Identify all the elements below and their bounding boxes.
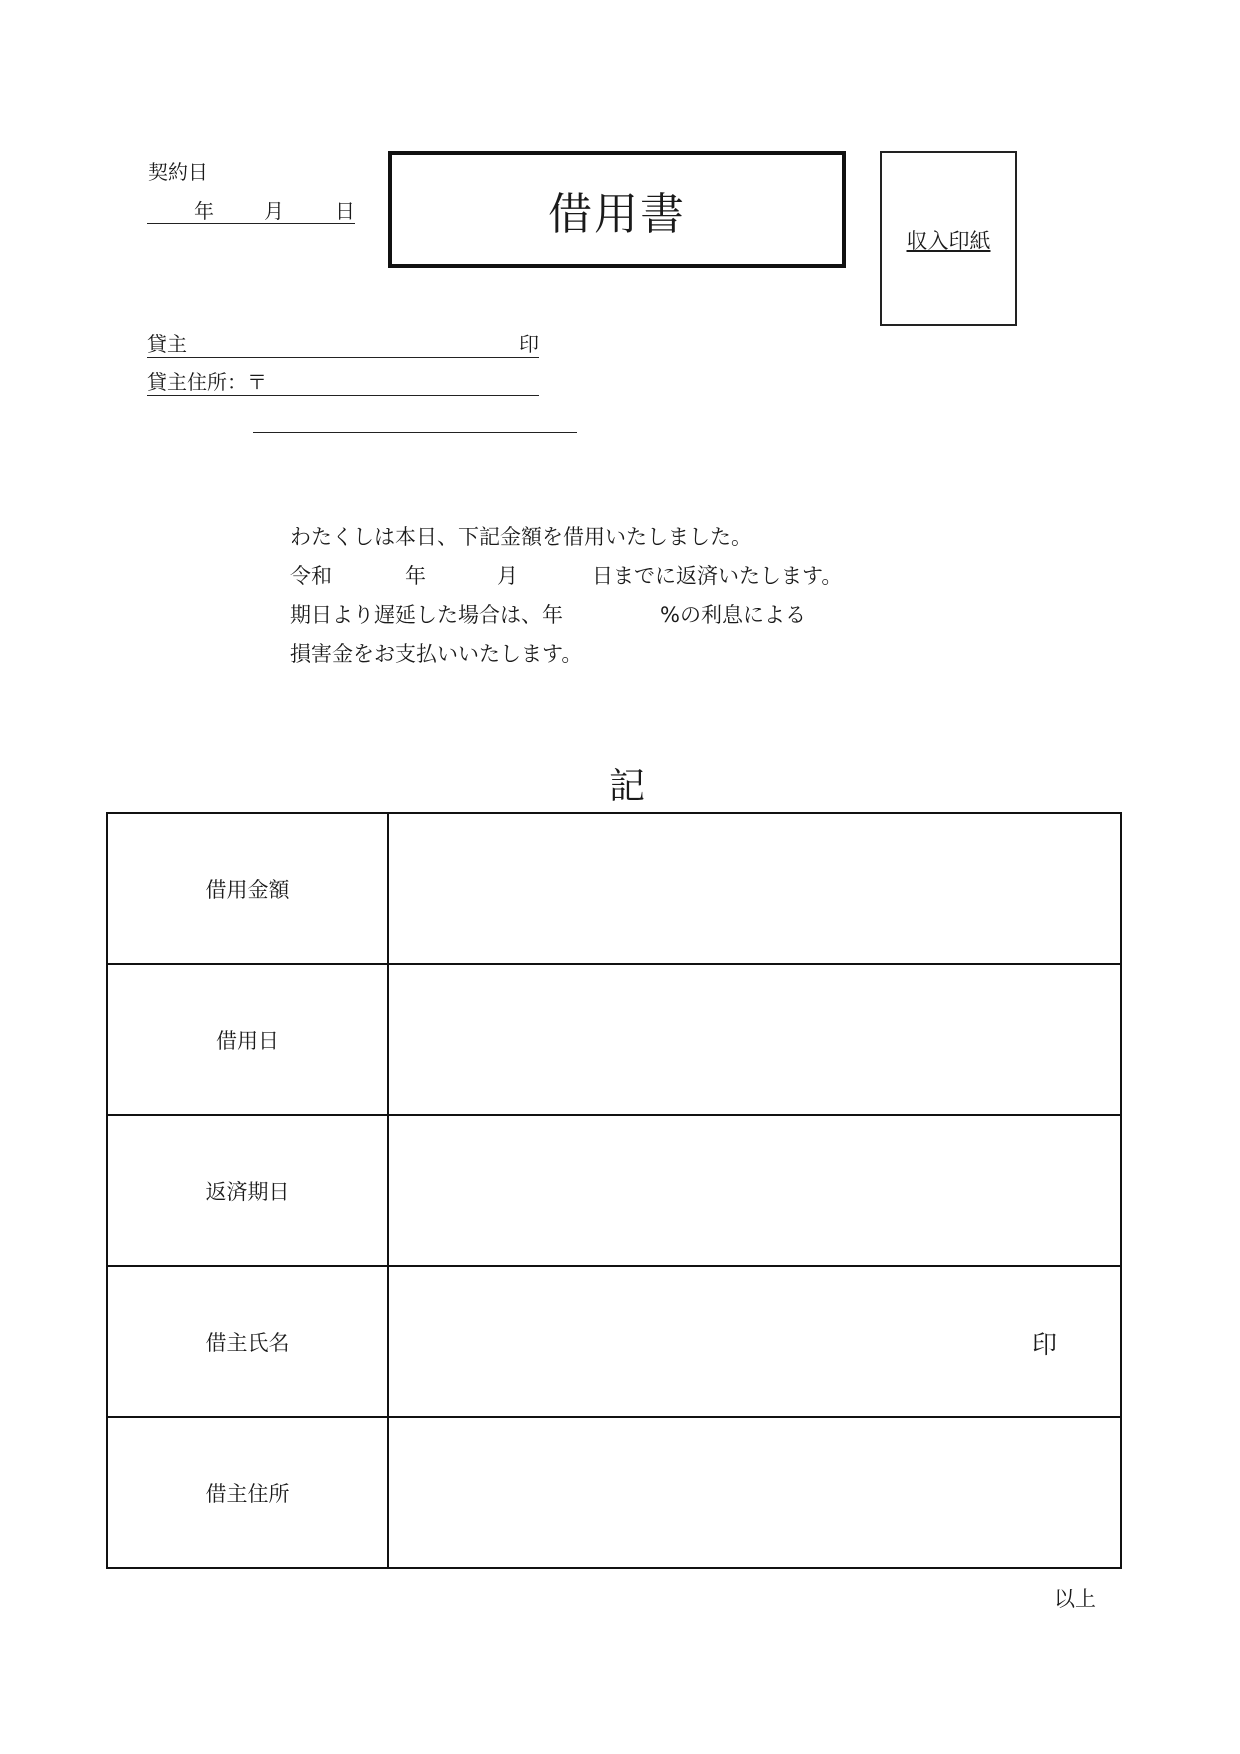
table-row <box>107 964 1121 1115</box>
lender-seal: 印 <box>519 332 539 356</box>
loan-details-table <box>106 812 1122 1569</box>
table-row <box>107 1115 1121 1266</box>
row-label-loan-date: 借用日 <box>107 964 388 1115</box>
row-label-due-date: 返済期日 <box>107 1115 388 1266</box>
lender-address-label: 貸主住所：〒 <box>147 370 267 394</box>
revenue-stamp-label: 収入印紙 <box>906 229 991 253</box>
table-row <box>107 1266 1121 1417</box>
repay-rest: 日までに返済いたします。 <box>592 564 843 588</box>
lender-address-field-2[interactable] <box>253 408 577 433</box>
contract-date-year: 年 <box>194 199 214 223</box>
lender-address-field[interactable] <box>147 370 539 396</box>
interest-rest: %の利息による <box>660 603 806 627</box>
row-label-borrower-address: 借主住所 <box>107 1417 388 1568</box>
borrower-seal: 印 <box>1031 1330 1057 1359</box>
due-date-field[interactable] <box>388 1115 1121 1266</box>
loan-date-field[interactable] <box>388 964 1121 1115</box>
revenue-stamp-box <box>880 151 1017 326</box>
table-row <box>107 813 1121 964</box>
loan-amount-field[interactable] <box>388 813 1121 964</box>
lender-name-label: 貸主 <box>147 332 187 356</box>
document-title: 借用書 <box>548 188 686 240</box>
lender-name-field[interactable] <box>147 332 539 358</box>
repay-month: 月 <box>497 564 518 588</box>
body-line-4: 損害金をお支払いいたします。 <box>290 642 583 666</box>
contract-date-day: 日 <box>335 199 355 223</box>
row-label-borrower-name: 借主氏名 <box>107 1266 388 1417</box>
document-title-box <box>388 151 846 268</box>
record-heading: 記 <box>608 766 645 807</box>
body-line-1: わたくしは本日、下記金額を借用いたしました。 <box>290 525 752 549</box>
contract-date-label: 契約日 <box>148 160 208 184</box>
body-line-2 <box>290 563 910 589</box>
body-line-3 <box>290 602 910 628</box>
interest-start: 期日より遅延した場合は、年 <box>290 603 563 627</box>
repay-year: 年 <box>405 564 426 588</box>
contract-date-month: 月 <box>264 199 284 223</box>
borrower-name-field[interactable] <box>388 1266 1121 1417</box>
borrower-address-field[interactable] <box>388 1417 1121 1568</box>
contract-date-field[interactable] <box>147 199 355 224</box>
closing-text: 以上 <box>1054 1587 1096 1611</box>
table-row <box>107 1417 1121 1568</box>
repay-era: 令和 <box>290 564 332 588</box>
row-label-loan-amount: 借用金額 <box>107 813 388 964</box>
